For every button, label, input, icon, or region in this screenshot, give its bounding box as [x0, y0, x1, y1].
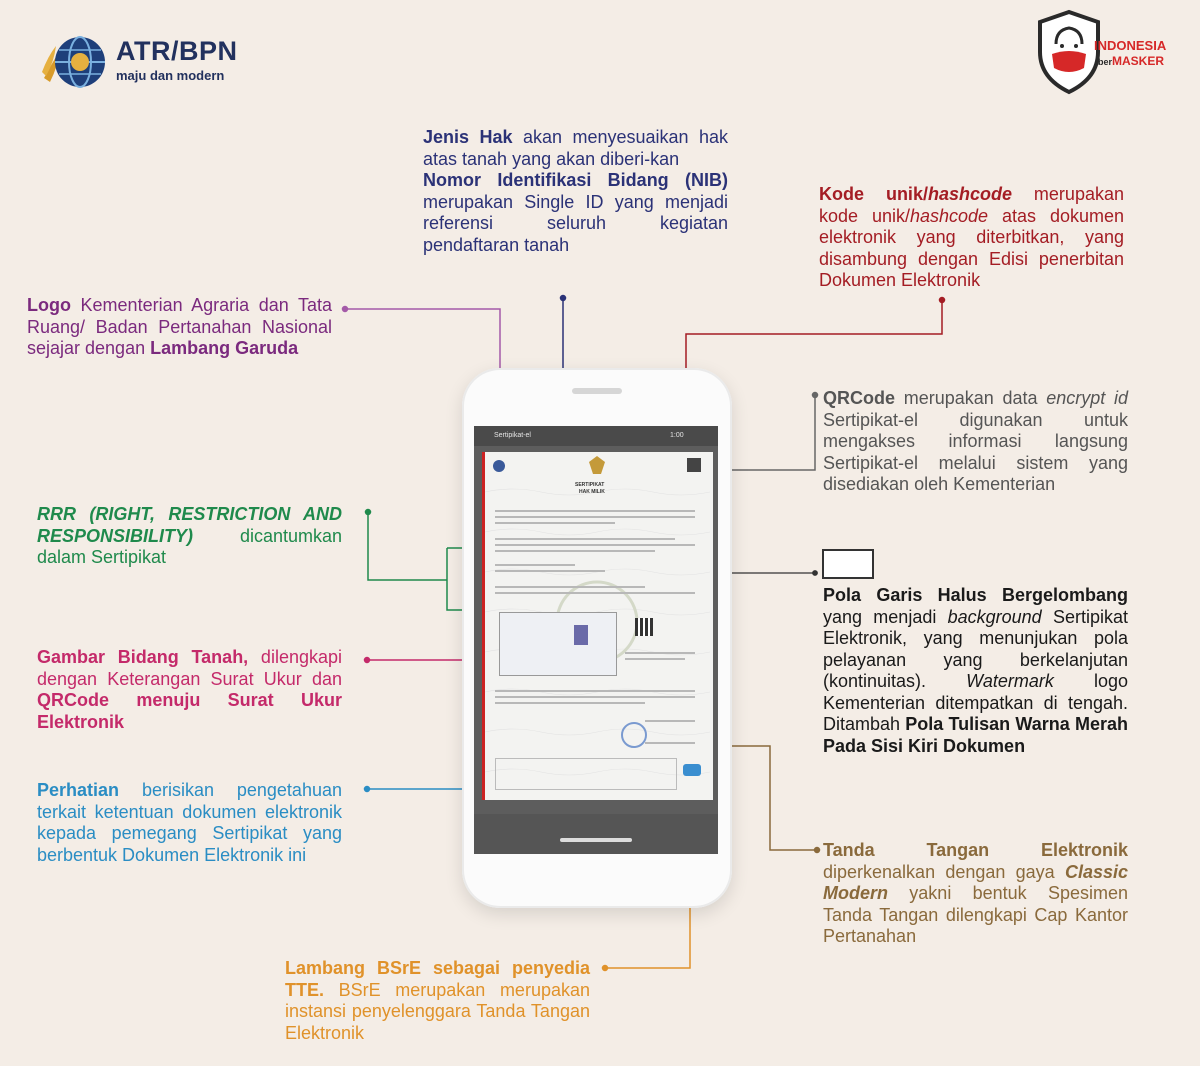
- encrypt-id-italic: encrypt id: [1046, 388, 1128, 408]
- land-parcel-map: [499, 612, 617, 676]
- doc-text-line: [495, 544, 695, 546]
- callout-perhatian: [37, 780, 342, 866]
- watermark-italic: Watermark: [966, 671, 1054, 691]
- doc-text-line: [495, 586, 645, 588]
- nib-label: Nomor Identifikasi Bidang (NIB): [423, 170, 728, 190]
- kode-unik-text1: merupakan kode unik/: [819, 184, 1124, 226]
- office-stamp: [621, 722, 647, 748]
- qrcode-text1: merupakan data: [895, 388, 1047, 408]
- status-time: 1:00: [670, 432, 684, 439]
- doc-text-line: [495, 690, 695, 692]
- notice-box: [495, 758, 677, 790]
- logo-label: Logo: [27, 295, 71, 315]
- doc-text-line: [625, 658, 685, 660]
- perhatian-label: Perhatian: [37, 780, 120, 800]
- rrr-label: RRR (RIGHT, RESTRICTION AND RESPONSIBILITY): [37, 504, 342, 546]
- qrcode-text2: Sertipikat-el digunakan untuk mengakses informasi langsung Sertipikat-el melalui sistem yang disediakan oleh Kementerian: [823, 409, 1128, 494]
- pola-text2: Sertipikat Elektronik, yang menunjukan pola pelayanan yang berkelanjutan (kontinuitas).: [823, 606, 1128, 691]
- atr-bpn-logo: [40, 32, 260, 92]
- callout-qrcode: [823, 388, 1128, 496]
- tanda-tangan-label: Tanda Tangan Elektronik: [823, 840, 1128, 860]
- kode-unik-text2: atas dokumen elektronik yang diterbitkan, yang disambung dengan Edisi penerbitan Dokumen Elektronik: [819, 205, 1124, 290]
- pola-text3: logo Kementerian ditempatkan di tengah. Ditambah: [823, 671, 1128, 734]
- kode-unik-label: Kode unik/: [819, 184, 928, 204]
- hashcode-italic: hashcode: [909, 205, 989, 226]
- doc-text-line: [495, 538, 675, 540]
- bsre-text: BSrE merupakan merupakan instansi penyelenggara Tanda Tangan Elektronik: [285, 979, 590, 1043]
- status-bar: [474, 426, 718, 446]
- doc-text-line: [495, 702, 645, 704]
- doc-title: SERTIPIKAT: [575, 482, 605, 488]
- phone-speaker: [572, 388, 622, 394]
- campaign-line2-prefix: ber: [1098, 57, 1113, 67]
- doc-qrcode[interactable]: [635, 618, 653, 636]
- jenis-hak-text: akan menyesuaikan hak atas tanah yang akan diberi-kan: [423, 127, 728, 169]
- brand-title: ATR/BPN: [116, 36, 238, 66]
- doc-text-line: [645, 720, 695, 722]
- campaign-line1: INDONESIA: [1094, 38, 1167, 53]
- perhatian-text: berisikan pengetahuan terkait ketentuan dokumen elektronik kepada pemegang Sertipikat yang berbentuk Dokumen Elektronik ini: [37, 780, 342, 865]
- bsre-label: Lambang BSrE sebagai penyedia TTE.: [285, 958, 590, 1000]
- pola-text1: yang menjadi: [823, 606, 948, 627]
- qrcode-surat-ukur-label: QRCode menuju Surat Ukur Elektronik: [37, 690, 342, 732]
- doc-text-line: [495, 550, 655, 552]
- doc-text-line: [495, 570, 605, 572]
- home-indicator[interactable]: [560, 838, 632, 842]
- doc-text-line: [495, 564, 575, 566]
- doc-text-line: [495, 592, 695, 594]
- qrcode-label: QRCode: [823, 388, 895, 408]
- callout-rrr: [37, 504, 342, 569]
- doc-text-line: [495, 522, 615, 524]
- brand-tagline: maju dan modern: [116, 68, 225, 83]
- doc-text-line: [495, 516, 695, 518]
- wavy-pattern-icon: [822, 549, 874, 579]
- callout-tanda-tangan: [823, 840, 1128, 948]
- nib-text: merupakan Single ID yang menjadi referensi seluruh kegiatan pendaftaran tanah: [423, 191, 728, 255]
- certificate-document[interactable]: [482, 452, 713, 800]
- phone-mockup: [462, 368, 732, 908]
- pola-tulisan-label: Pola Tulisan Warna Merah Pada Sisi Kiri Dokumen: [823, 714, 1128, 756]
- doc-text-line: [625, 652, 695, 654]
- background-italic: background: [947, 606, 1042, 627]
- campaign-line2-main: MASKER: [1112, 54, 1165, 68]
- gambar-bidang-label: Gambar Bidang Tanah,: [37, 647, 249, 667]
- logo-text: Kementerian Agraria dan Tata Ruang/ Badan Pertanahan Nasional sejajar dengan: [27, 295, 332, 358]
- callout-pola-garis: [823, 585, 1128, 757]
- callout-bsre: [285, 958, 590, 1044]
- lambang-garuda-label: Lambang Garuda: [150, 338, 299, 358]
- campaign-line2: [1098, 54, 1164, 68]
- bsre-logo-icon: [683, 764, 701, 776]
- status-app-name: Sertipikat-el: [494, 432, 531, 439]
- phone-screen: [474, 426, 718, 854]
- hashcode-label: hashcode: [927, 184, 1012, 204]
- doc-subtitle: HAK MILIK: [579, 489, 605, 495]
- classic-modern-label: Classic Modern: [823, 861, 1128, 903]
- callout-gambar-bidang: [37, 647, 342, 733]
- doc-text-line: [495, 696, 695, 698]
- indonesia-bermasker-logo: [1034, 8, 1184, 96]
- callout-kode-unik: [819, 184, 1124, 292]
- callout-jenis-hak-nib: [423, 127, 728, 256]
- jenis-hak-label: Jenis Hak: [423, 127, 513, 147]
- pola-garis-label: Pola Garis Halus Bergelombang: [823, 585, 1128, 605]
- doc-text-line: [495, 510, 695, 512]
- globe-emblem-icon: [40, 32, 108, 92]
- tanda-tangan-text1: diperkenalkan dengan gaya: [823, 861, 1065, 882]
- phone-nav-bar: [474, 814, 718, 854]
- callout-logo: [27, 295, 332, 360]
- tanda-tangan-text2: yakni bentuk Spesimen Tanda Tangan dilengkapi Cap Kantor Pertanahan: [823, 883, 1128, 946]
- rrr-text: dicantumkan dalam Sertipikat: [37, 525, 342, 567]
- parcel-shape: [574, 625, 588, 645]
- gambar-text: dilengkapi dengan Keterangan Surat Ukur dan: [37, 647, 342, 689]
- doc-text-line: [645, 742, 695, 744]
